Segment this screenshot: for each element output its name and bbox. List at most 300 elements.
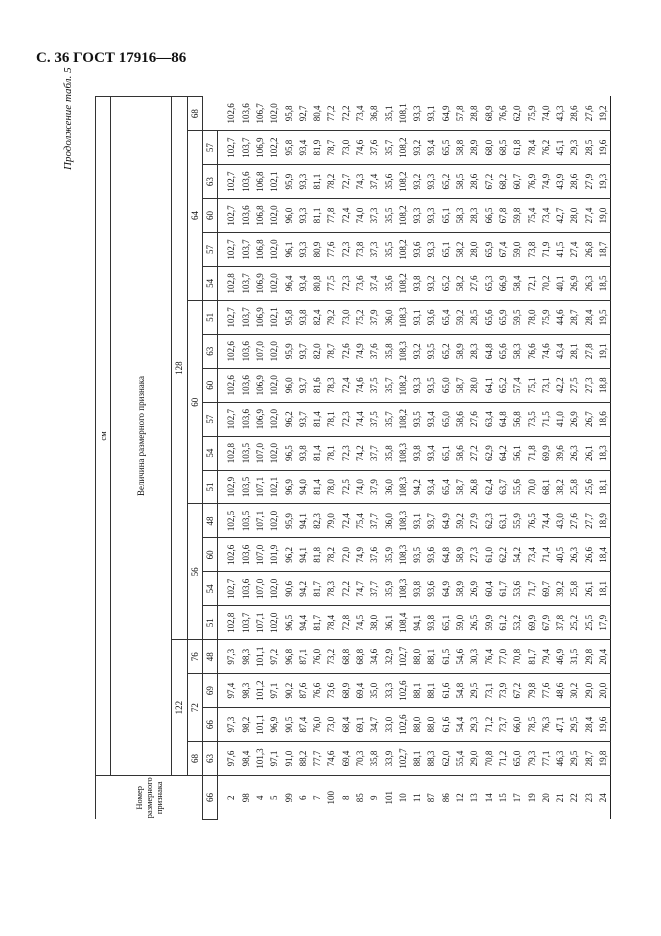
table-cell: 71,2 bbox=[496, 742, 510, 776]
table-cell: 90,2 bbox=[281, 674, 295, 708]
table-cell: 72,4 bbox=[339, 199, 353, 233]
row-number: 6 bbox=[297, 795, 308, 800]
table-cell: 103,6 bbox=[238, 572, 252, 606]
table-cell: 70,2 bbox=[539, 266, 553, 300]
table-cell: 64,9 bbox=[439, 504, 453, 538]
table-cell: 94,0 bbox=[296, 470, 310, 504]
table-cell: 57,8 bbox=[453, 97, 467, 131]
table-cell: 102,7 bbox=[218, 165, 239, 199]
table-cell: 72,3 bbox=[339, 266, 353, 300]
table-cell: 19,1 bbox=[596, 334, 611, 368]
table-row bbox=[367, 97, 381, 820]
table-cell: 93,7 bbox=[296, 334, 310, 368]
table-cell: 18,8 bbox=[596, 368, 611, 402]
table-cell: 19,8 bbox=[596, 742, 611, 776]
table-cell: 74,0 bbox=[539, 97, 553, 131]
table-cell: 74,3 bbox=[353, 165, 367, 199]
table-cell: 102,0 bbox=[267, 334, 281, 368]
table-cell: 36,0 bbox=[381, 470, 395, 504]
table-cell: 95,9 bbox=[281, 165, 295, 199]
table-cell: 96,2 bbox=[281, 538, 295, 572]
rotated-table bbox=[95, 96, 640, 820]
table-row bbox=[410, 97, 424, 820]
header-128: 128 bbox=[172, 97, 187, 640]
table-cell: 28,0 bbox=[567, 199, 581, 233]
table-cell: 28,5 bbox=[467, 300, 481, 334]
table-cell: 76,3 bbox=[539, 708, 553, 742]
table-cell: 65,4 bbox=[439, 470, 453, 504]
table-cell: 108,2 bbox=[396, 165, 410, 199]
table-row bbox=[310, 97, 324, 820]
table-cell: 17,9 bbox=[596, 606, 611, 640]
table-cell: 64,9 bbox=[439, 97, 453, 131]
table-cell: 27,9 bbox=[582, 165, 596, 199]
table-cell: 75,1 bbox=[524, 368, 538, 402]
header-l3-9: 48 bbox=[202, 504, 217, 538]
table-cell: 103,7 bbox=[238, 266, 252, 300]
table-cell: 108,3 bbox=[396, 334, 410, 368]
table-cell: 28,7 bbox=[582, 742, 596, 776]
table-cell: 93,7 bbox=[296, 368, 310, 402]
table-cell: 28,0 bbox=[467, 233, 481, 267]
table-cell: 65,2 bbox=[496, 368, 510, 402]
table-cell: 78,2 bbox=[324, 538, 338, 572]
table-cell: 27,6 bbox=[567, 504, 581, 538]
table-cell: 93,3 bbox=[424, 165, 438, 199]
table-cell: 66,5 bbox=[482, 199, 496, 233]
table-cell: 96,5 bbox=[281, 606, 295, 640]
table-cell: 95,8 bbox=[281, 300, 295, 334]
table-cell: 102,7 bbox=[218, 300, 239, 334]
table-cell: 74,4 bbox=[353, 402, 367, 436]
table-cell: 78,0 bbox=[324, 470, 338, 504]
table-cell: 27,6 bbox=[467, 402, 481, 436]
table-row bbox=[582, 97, 596, 820]
table-cell: 72,2 bbox=[339, 572, 353, 606]
table-cell: 93,2 bbox=[410, 165, 424, 199]
table-cell: 103,5 bbox=[238, 470, 252, 504]
header-122: 122 bbox=[172, 640, 187, 776]
table-cell: 46,9 bbox=[553, 640, 567, 674]
table-cell: 107,0 bbox=[253, 334, 267, 368]
header-l3-11: 54 bbox=[202, 436, 217, 470]
table-cell: 29,8 bbox=[582, 640, 596, 674]
table-row bbox=[353, 97, 367, 820]
table-cell: 81,1 bbox=[310, 199, 324, 233]
table-cell: 93,8 bbox=[424, 606, 438, 640]
table-cell: 68,9 bbox=[482, 97, 496, 131]
table-cell: 43,4 bbox=[553, 334, 567, 368]
table-cell: 20,4 bbox=[596, 640, 611, 674]
table-cell: 73,2 bbox=[324, 640, 338, 674]
table-cell: 108,3 bbox=[396, 300, 410, 334]
table-cell: 81,4 bbox=[310, 436, 324, 470]
table-cell: 93,5 bbox=[424, 368, 438, 402]
table-cell: 78,0 bbox=[524, 300, 538, 334]
row-number: 99 bbox=[283, 793, 294, 803]
table-cell: 102,7 bbox=[396, 742, 410, 776]
table-cell: 74,2 bbox=[353, 436, 367, 470]
row-number: 19 bbox=[526, 793, 537, 803]
table-cell: 37,5 bbox=[367, 368, 381, 402]
table-cell: 19,6 bbox=[596, 131, 611, 165]
table-cell: 44,6 bbox=[553, 300, 567, 334]
table-cell: 107,1 bbox=[253, 606, 267, 640]
table-cell: 74,0 bbox=[353, 470, 367, 504]
table-cell: 64,2 bbox=[496, 436, 510, 470]
table-row bbox=[296, 97, 310, 820]
table-cell: 27,9 bbox=[467, 504, 481, 538]
table-cell: 74,0 bbox=[353, 199, 367, 233]
table-cell: 93,8 bbox=[410, 266, 424, 300]
table-cell: 78,7 bbox=[324, 131, 338, 165]
table-cell: 61,6 bbox=[439, 674, 453, 708]
table-cell: 55,6 bbox=[510, 470, 524, 504]
table-cell: 102,0 bbox=[267, 504, 281, 538]
table-cell: 47,1 bbox=[553, 708, 567, 742]
table-cell: 77,5 bbox=[324, 266, 338, 300]
table-cell: 93,3 bbox=[410, 97, 424, 131]
table-cell: 71,2 bbox=[482, 708, 496, 742]
table-cell: 27,5 bbox=[567, 368, 581, 402]
table-cell: 73,4 bbox=[353, 97, 367, 131]
row-number: 15 bbox=[497, 793, 508, 803]
table-continuation-note: Продолжение табл. 5 bbox=[62, 67, 74, 170]
table-cell: 35,5 bbox=[381, 199, 395, 233]
table-cell: 95,8 bbox=[281, 97, 295, 131]
table-cell: 35,6 bbox=[381, 266, 395, 300]
table-cell: 68,8 bbox=[353, 640, 367, 674]
table-cell: 76,6 bbox=[310, 674, 324, 708]
table-cell: 74,7 bbox=[353, 572, 367, 606]
table-cell: 74,6 bbox=[539, 334, 553, 368]
table-cell: 26,1 bbox=[582, 572, 596, 606]
table-cell: 79,0 bbox=[324, 504, 338, 538]
table-cell: 102,2 bbox=[267, 131, 281, 165]
table-cell: 54,4 bbox=[453, 708, 467, 742]
table-cell: 103,6 bbox=[238, 165, 252, 199]
table-cell: 45,1 bbox=[553, 131, 567, 165]
table-cell: 65,9 bbox=[496, 300, 510, 334]
table-cell: 29,5 bbox=[467, 674, 481, 708]
table-cell: 65,4 bbox=[439, 300, 453, 334]
table-cell: 28,9 bbox=[467, 131, 481, 165]
table-cell: 94,1 bbox=[296, 538, 310, 572]
table-cell: 18,9 bbox=[596, 504, 611, 538]
table-cell: 62,3 bbox=[482, 504, 496, 538]
table-cell: 34,6 bbox=[367, 640, 381, 674]
header-l3-17: 57 bbox=[202, 233, 217, 267]
table-cell: 80,9 bbox=[310, 233, 324, 267]
table-cell: 107,1 bbox=[253, 504, 267, 538]
table-cell: 35,6 bbox=[381, 165, 395, 199]
row-number: 11 bbox=[412, 793, 423, 803]
row-number: 10 bbox=[397, 793, 408, 803]
table-cell: 37,5 bbox=[367, 402, 381, 436]
table-cell: 26,1 bbox=[582, 436, 596, 470]
table-cell: 74,9 bbox=[353, 538, 367, 572]
table-cell: 93,8 bbox=[410, 572, 424, 606]
table-cell: 93,3 bbox=[410, 368, 424, 402]
table-cell: 76,6 bbox=[524, 334, 538, 368]
table-cell: 58,6 bbox=[453, 436, 467, 470]
table-cell: 108,3 bbox=[396, 538, 410, 572]
table-cell: 35,9 bbox=[381, 572, 395, 606]
table-cell: 28,3 bbox=[467, 334, 481, 368]
table-cell: 96,9 bbox=[281, 470, 295, 504]
header-l2-7: 68 bbox=[187, 97, 202, 131]
table-cell: 19,2 bbox=[596, 97, 611, 131]
table-cell: 73,4 bbox=[524, 538, 538, 572]
table-cell: 18,4 bbox=[596, 538, 611, 572]
table-cell: 28,6 bbox=[567, 97, 581, 131]
table-cell: 93,8 bbox=[296, 300, 310, 334]
table-cell: 65,0 bbox=[510, 742, 524, 776]
table-cell: 93,1 bbox=[410, 300, 424, 334]
table-cell: 58,3 bbox=[510, 334, 524, 368]
table-cell: 97,2 bbox=[267, 640, 281, 674]
table-cell: 72,2 bbox=[339, 97, 353, 131]
table-cell: 81,7 bbox=[310, 606, 324, 640]
table-cell: 102,0 bbox=[267, 233, 281, 267]
row-number: 7 bbox=[312, 795, 323, 800]
table-cell: 28,8 bbox=[467, 97, 481, 131]
header-l3-3: 66 bbox=[202, 708, 217, 742]
table-cell: 60,7 bbox=[510, 165, 524, 199]
table-row bbox=[453, 97, 467, 820]
table-cell: 53,2 bbox=[510, 606, 524, 640]
table-cell: 90,5 bbox=[281, 708, 295, 742]
table-cell: 73,1 bbox=[482, 674, 496, 708]
table-cell: 28,7 bbox=[567, 300, 581, 334]
table-cell: 88,3 bbox=[424, 742, 438, 776]
table-cell: 94,1 bbox=[410, 606, 424, 640]
table-cell: 43,3 bbox=[553, 97, 567, 131]
table-cell: 78,7 bbox=[324, 334, 338, 368]
table-cell: 39,6 bbox=[553, 436, 567, 470]
table-cell: 35,8 bbox=[381, 334, 395, 368]
table-cell: 61,5 bbox=[439, 640, 453, 674]
table-cell: 107,0 bbox=[253, 538, 267, 572]
table-cell: 71,8 bbox=[524, 436, 538, 470]
table-cell: 98,3 bbox=[238, 674, 252, 708]
table-cell: 70,3 bbox=[353, 742, 367, 776]
header-l2-2: 72 bbox=[187, 674, 202, 742]
table-cell: 96,8 bbox=[281, 640, 295, 674]
table-cell: 27,7 bbox=[582, 504, 596, 538]
table-cell: 74,9 bbox=[353, 334, 367, 368]
table-cell: 107,0 bbox=[253, 572, 267, 606]
table-cell: 88,1 bbox=[424, 640, 438, 674]
table-cell: 93,7 bbox=[424, 504, 438, 538]
table-row bbox=[539, 97, 553, 820]
table-cell: 102,6 bbox=[218, 334, 239, 368]
table-cell: 93,4 bbox=[424, 470, 438, 504]
table-cell: 77,8 bbox=[324, 199, 338, 233]
table-cell: 37,7 bbox=[367, 504, 381, 538]
table-cell: 63,4 bbox=[482, 402, 496, 436]
table-cell: 27,2 bbox=[467, 436, 481, 470]
table-body bbox=[218, 97, 611, 820]
table-cell: 102,1 bbox=[267, 470, 281, 504]
table-cell: 95,8 bbox=[281, 131, 295, 165]
row-number: 4 bbox=[254, 795, 265, 800]
table-cell: 76,9 bbox=[524, 165, 538, 199]
table-cell: 25,8 bbox=[567, 470, 581, 504]
table-row bbox=[439, 97, 453, 820]
table-cell: 96,5 bbox=[281, 436, 295, 470]
table-cell: 78,4 bbox=[324, 606, 338, 640]
unit-header: см bbox=[96, 97, 111, 776]
table-cell: 26,8 bbox=[467, 470, 481, 504]
row-number: 100 bbox=[326, 791, 337, 805]
header-l3-16: 54 bbox=[202, 266, 217, 300]
table-cell: 103,6 bbox=[238, 402, 252, 436]
table-cell: 56,8 bbox=[510, 402, 524, 436]
table-cell: 103,7 bbox=[238, 300, 252, 334]
table-cell: 78,1 bbox=[324, 402, 338, 436]
table-cell: 59,2 bbox=[453, 504, 467, 538]
header-l2-4: 56 bbox=[187, 504, 202, 640]
table-cell: 68,4 bbox=[339, 708, 353, 742]
table-cell: 73,7 bbox=[496, 708, 510, 742]
table-cell: 93,6 bbox=[424, 538, 438, 572]
table-cell: 58,7 bbox=[453, 470, 467, 504]
table-cell: 65,1 bbox=[439, 199, 453, 233]
table-cell: 93,5 bbox=[410, 402, 424, 436]
table-cell: 26,6 bbox=[582, 538, 596, 572]
table-cell: 93,4 bbox=[296, 266, 310, 300]
table-cell: 102,0 bbox=[267, 97, 281, 131]
table-cell: 73,0 bbox=[339, 131, 353, 165]
table-cell: 93,3 bbox=[424, 199, 438, 233]
table-cell: 37,7 bbox=[367, 572, 381, 606]
table-cell: 59,0 bbox=[510, 233, 524, 267]
table-cell: 64,8 bbox=[482, 334, 496, 368]
table-cell: 43,9 bbox=[553, 165, 567, 199]
table-cell: 37,4 bbox=[367, 266, 381, 300]
table-cell: 72,4 bbox=[339, 368, 353, 402]
table-cell: 81,4 bbox=[310, 402, 324, 436]
table-cell: 74,9 bbox=[539, 165, 553, 199]
table-cell: 65,1 bbox=[439, 436, 453, 470]
row-number: 101 bbox=[383, 791, 394, 805]
table-cell: 64,8 bbox=[496, 402, 510, 436]
table-cell: 29,5 bbox=[567, 742, 581, 776]
header-l3-13: 60 bbox=[202, 368, 217, 402]
table-cell: 27,3 bbox=[582, 368, 596, 402]
row-number: 9 bbox=[369, 795, 380, 800]
table-row bbox=[281, 97, 295, 820]
table-cell: 102,0 bbox=[267, 266, 281, 300]
header-l3-14: 63 bbox=[202, 334, 217, 368]
table-cell: 27,6 bbox=[582, 97, 596, 131]
table-cell: 67,9 bbox=[539, 606, 553, 640]
header-l3-5: 48 bbox=[202, 640, 217, 674]
table-cell: 81,7 bbox=[310, 572, 324, 606]
table-cell: 97,4 bbox=[218, 674, 239, 708]
table-cell: 19,3 bbox=[596, 165, 611, 199]
table-cell: 43,0 bbox=[553, 504, 567, 538]
table-cell: 63,1 bbox=[496, 504, 510, 538]
table-row bbox=[424, 97, 438, 820]
table-cell: 73,8 bbox=[353, 233, 367, 267]
table-cell: 96,2 bbox=[281, 402, 295, 436]
table-cell: 102,6 bbox=[218, 538, 239, 572]
table-cell: 88,2 bbox=[296, 742, 310, 776]
table-cell: 74,4 bbox=[539, 504, 553, 538]
table-cell: 79,2 bbox=[324, 300, 338, 334]
table-cell: 102,0 bbox=[267, 368, 281, 402]
table-cell: 102,0 bbox=[267, 199, 281, 233]
table-cell: 73,9 bbox=[496, 674, 510, 708]
table-cell: 68,5 bbox=[496, 131, 510, 165]
table-cell: 64,9 bbox=[439, 572, 453, 606]
table-cell: 63,7 bbox=[496, 470, 510, 504]
table-cell: 103,6 bbox=[238, 538, 252, 572]
table-cell: 35,8 bbox=[367, 742, 381, 776]
table-cell: 103,7 bbox=[238, 606, 252, 640]
header-l3-19: 63 bbox=[202, 165, 217, 199]
table-cell: 28,3 bbox=[467, 199, 481, 233]
table-cell: 35,9 bbox=[381, 538, 395, 572]
table-cell: 93,5 bbox=[410, 538, 424, 572]
table-cell: 81,7 bbox=[524, 640, 538, 674]
table-cell: 59,2 bbox=[453, 300, 467, 334]
table-cell: 35,7 bbox=[381, 131, 395, 165]
table-cell: 26,9 bbox=[467, 572, 481, 606]
table-cell: 93,6 bbox=[424, 300, 438, 334]
table-cell: 73,1 bbox=[539, 368, 553, 402]
table-cell: 69,9 bbox=[539, 436, 553, 470]
table-cell: 106,9 bbox=[253, 368, 267, 402]
table-cell: 93,4 bbox=[424, 436, 438, 470]
header-l3-4: 69 bbox=[202, 674, 217, 708]
table-cell: 79,4 bbox=[539, 640, 553, 674]
table-cell: 77,1 bbox=[539, 742, 553, 776]
table-cell: 106,9 bbox=[253, 131, 267, 165]
table-cell: 35,0 bbox=[367, 674, 381, 708]
table-cell: 93,5 bbox=[424, 334, 438, 368]
table-cell: 72,6 bbox=[339, 334, 353, 368]
table-cell: 103,7 bbox=[238, 233, 252, 267]
table-cell: 77,6 bbox=[539, 674, 553, 708]
table-cell: 67,2 bbox=[482, 165, 496, 199]
table-cell: 27,6 bbox=[467, 266, 481, 300]
table-row bbox=[596, 97, 611, 820]
table-cell: 75,9 bbox=[539, 300, 553, 334]
table-cell: 106,9 bbox=[253, 300, 267, 334]
table-cell: 25,6 bbox=[582, 470, 596, 504]
table-cell: 102,7 bbox=[396, 640, 410, 674]
table-cell: 76,5 bbox=[524, 504, 538, 538]
table-cell: 25,8 bbox=[567, 572, 581, 606]
table-cell: 20,0 bbox=[596, 674, 611, 708]
table-cell: 28,5 bbox=[582, 131, 596, 165]
row-number: 14 bbox=[483, 793, 494, 803]
table-cell: 93,2 bbox=[424, 266, 438, 300]
table-cell: 65,9 bbox=[482, 233, 496, 267]
table-cell: 87,4 bbox=[296, 708, 310, 742]
table-cell: 102,0 bbox=[267, 436, 281, 470]
table-cell: 103,7 bbox=[238, 131, 252, 165]
table-cell: 62,9 bbox=[482, 436, 496, 470]
table-cell: 108,4 bbox=[396, 606, 410, 640]
table-cell: 65,5 bbox=[439, 131, 453, 165]
table-cell: 38,0 bbox=[367, 606, 381, 640]
table-cell: 61,0 bbox=[482, 538, 496, 572]
table-cell: 78,2 bbox=[324, 165, 338, 199]
